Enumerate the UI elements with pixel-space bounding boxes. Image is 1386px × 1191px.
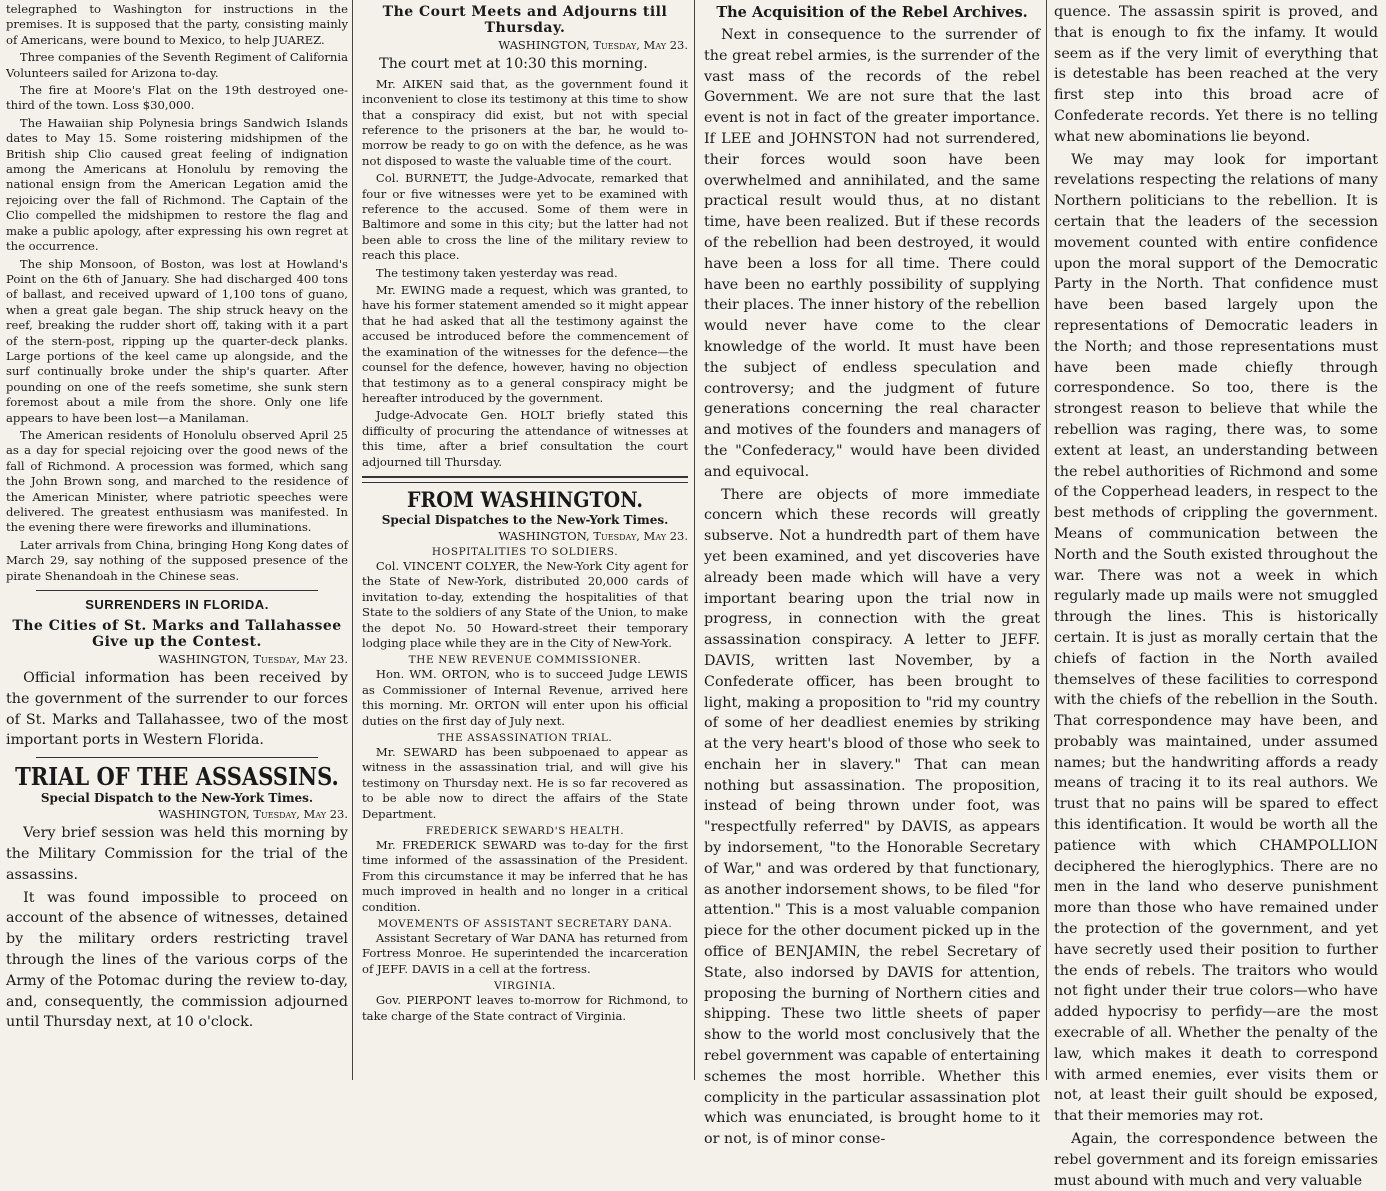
article-paragraph: There are objects of more immediate concern which these records will greatly subserve. Not a hundredth part of them have yet been examined, and yet discoveries have already been made which will have a very important bearing upon the trial now in progress, in connection with the great assassination conspiracy. A letter to JEFF. DAVIS, written last November, by a Confederate officer, has been brought to light, making a proposition to "rid my country of some of her deadliest enemies by striking at the very heart's blood of those who seek to enchain her in slavery." That can mean nothing but assassination. The proposition, instead of being thrown under foot, was "respectfully referred" by DAVIS, as appears by indorsement, "to the Honorable Secretary of War," and was ordered by that functionary, as another indorsement shows, to be filed "for attention." This is a most valuable companion piece for the other document picked up in the office of BENJAMIN, the rebel Secretary of State, also indorsed by DAVIS for attention, proposing the burning of Northern cities and shipping. These two little sheets of paper show to the world most conclusively that the rebel government was capable of entertaining schemes the most horrible. Whether this complicity in the particular assassination plot which was enunciated, is brought home to it or not, is of minor conse- bbox=[704, 486, 1040, 1148]
article-paragraph: Col. BURNETT, the Judge-Advocate, remarked that four or five witnesses were yet to be examined with reference to the accused. Some of them were in Baltimore and some in this city; but the latter had not been able to cross the line of the military review to reach this place. bbox=[362, 171, 688, 263]
headline-court: The Court Meets and Adjourns till Thursday. bbox=[382, 4, 668, 36]
section-subhead: THE ASSASSINATION TRIAL. bbox=[437, 732, 613, 745]
article-paragraph: Three companies of the Seventh Regiment of California Volunteers sailed for Arizona to-day. bbox=[6, 50, 348, 80]
column-rule bbox=[694, 0, 695, 1080]
article-paragraph: We may may look for important revelations respecting the relations of many Northern politicians to the rebellion. It is certain that the leaders of the secession movement counted with entire confidence upon the moral support of the Democratic Party in the North. That confidence must have been based largely upon the representations of Democratic leaders in the North; and those representations must have been made chiefly through correspondence. So too, there is the strongest reason to believe that while the rebellion was raging, there was, to some extent at least, an understanding between the rebel authorities of Richmond and some of the Copperhead leaders, in respect to the best methods of crippling the government. Means of communication between the North and the South existed throughout the war. There was not a week in which regularly made up mails were not smuggled through the lines. This is historically certain. It is just as morally certain that the chiefs of faction in the North availed themselves of these facilities to correspond with the chiefs of the rebellion in the South. That correspondence may have been, and probably was maintained, under assumed names; but the handwriting affords a ready means of tracing it to its real authors. We trust that no pains will be spared to effect this identification. It would be worth all the patience with which CHAMPOLLION deciphered the hieroglyphics. There are no men in the land who deserve punishment more than those who have remained under the protection of the government, and yet have secretly used their position to further the ends of rebels. The traitors who would not fight under their true colors—who have added hypocrisy to perfidy—are the most execrable of all. Whether the penalty of the law, which makes it death to correspond with armed enemies, ever visits them or not, at least their guilt should be exposed, that their memories may rot. bbox=[1054, 151, 1378, 1125]
article-paragraph: It was found impossible to proceed on account of the absence of witnesses, detained by the military orders restricting travel through the lines of the various corps of the Army of the Potomac during the review to-day, and, consequently, the commission adjourned until Thursday next, at 10 o'clock. bbox=[6, 889, 348, 1031]
byline: Special Dispatches to the New-York Times. bbox=[381, 512, 669, 527]
column-4 bbox=[1048, 0, 1386, 1189]
article-paragraph: Very brief session was held this morning by the Military Commission for the trial of the assassins. bbox=[6, 825, 348, 883]
column-2 bbox=[354, 0, 694, 1080]
article-paragraph: The court met at 10:30 this morning. bbox=[379, 56, 648, 72]
separator-rule bbox=[36, 590, 318, 591]
article-paragraph: The fire at Moore's Flat on the 19th destroyed one-third of the town. Loss $30,000. bbox=[6, 83, 348, 113]
article-paragraph: Mr. FREDERICK SEWARD was to-day for the first time informed of the assassination of the President. From this circumstance it may be inferred that he has much improved in health and no longer in a critical condition. bbox=[362, 838, 688, 914]
section-subhead: HOSPITALITIES TO SOLDIERS. bbox=[431, 545, 619, 558]
article-paragraph: Later arrivals from China, bringing Hong Kong dates of March 29, say nothing of the supposed presence of the pirate Shenandoah in the Chinese seas. bbox=[6, 537, 348, 583]
article-paragraph: Gov. PIERPONT leaves to-morrow for Richmond, to take charge of the State contract of Virginia. bbox=[362, 993, 688, 1023]
article-paragraph: Next in consequence to the surrender of the great rebel armies, is the surrender of the vast mass of the records of the rebel Government. We are not sure that the last event is not in fact of the greater importance. If LEE and JOHNSTON had not surrendered, their forces would soon have been overwhelmed and annihilated, and the same practical result would thus, at no distant time, have been realized. But if these records of the rebellion had been destroyed, it would have been a loss for all time. There could have been no earthly possibility of supplying their places. The inner history of the rebellion would never have come to the clear knowledge of the world. It must have been the subject of endless speculation and controversy; and the judgment of future generations concerning the real character and motives of the founders and managers of the "Confederacy," would have been divided and equivocal. bbox=[704, 27, 1040, 480]
article-paragraph: Assistant Secretary of War DANA has returned from Fortress Monroe. He superintended the incarceration of JEFF. DAVIS in a cell at the fortress. bbox=[362, 931, 688, 976]
column-rule bbox=[1046, 0, 1047, 1080]
subheadline-florida: The Cities of St. Marks and Tallahassee Give up the Contest. bbox=[12, 618, 342, 651]
article-paragraph: The testimony taken yesterday was read. bbox=[375, 265, 618, 280]
article-paragraph: Official information has been received by the government of the surrender to our forces of St. Marks and Tallahassee, two of the most important ports in Western Florida. bbox=[6, 670, 348, 749]
section-subhead: VIRGINIA. bbox=[494, 980, 556, 993]
dateline: WASHINGTON, Tuesday, May 23. bbox=[158, 807, 348, 822]
article-paragraph: Mr. SEWARD has been subpoenaed to appear as witness in the assassination trial, and will give his testimony on Thursday next. He is so far recovered as to be able now to direct the affairs of the State Department. bbox=[362, 745, 688, 821]
dateline: WASHINGTON, Tuesday, May 23. bbox=[158, 652, 348, 667]
article-paragraph: Judge-Advocate Gen. HOLT briefly stated this difficulty of procuring the attendance of witnesses at this time, after a brief consultation the court adjourned till Thursday. bbox=[362, 408, 688, 469]
dateline: WASHINGTON, Tuesday, May 23. bbox=[498, 528, 688, 543]
column-3 bbox=[696, 0, 1046, 1148]
headline-trial: TRIAL OF THE ASSASSINS. bbox=[15, 762, 339, 792]
article-paragraph: telegraphed to Washington for instructions in the premises. It is supposed that the party, consisting mainly of Americans, were bound to Mexico, to help JUAREZ. bbox=[6, 2, 348, 47]
section-subhead: MOVEMENTS OF ASSISTANT SECRETARY DANA. bbox=[377, 918, 673, 931]
article-paragraph: Mr. EWING made a request, which was granted, to have his former statement amended so it might appear that he had asked that all the testimony against the accused be introduced before the commencement of the examination of the witnesses for the defence—the counsel for the defence, however, having no objection that testimony as to a general conspiracy might be hereafter introduced by the government. bbox=[362, 283, 688, 405]
article-paragraph: Again, the correspondence between the rebel government and its foreign emissaries must abound with much and very valuable bbox=[1054, 1131, 1378, 1189]
article-paragraph: Mr. AIKEN said that, as the government found it inconvenient to close its testimony at this time to show that a conspiracy did exist, but not with special reference to the prisoners at the bar, he would to-morrow be ready to go on with the defence, as he was not disposed to waste the valuable time of the court. bbox=[362, 76, 688, 168]
separator-rule bbox=[362, 476, 688, 483]
separator-rule bbox=[36, 757, 318, 758]
article-paragraph: The ship Monsoon, of Boston, was lost at Howland's Point on the 6th of January. She had discharged 400 tons of ballast, and received upward of 1,100 tons of guano, when a great gale began. The ship struck heavy on the reef, breaking the rudder short off, taking with it a part of the stern-post, ripping up the quarter-deck planks. Large portions of the keel came up alongside, and the surf continually broke under the ship's quarter. After pounding on one of the reefs sometime, she sunk stern foremost about a mile from the shore. Only one life appears to have been lost—a Manilaman. bbox=[6, 256, 348, 425]
article-paragraph: Col. VINCENT COLYER, the New-York City agent for the State of New-York, distributed 20,000 cards of invitation to-day, extending the hospitalities of that State to the soldiers of any State of the Union, to make the depot No. 50 Howard-street their temporary lodging place while they are in the City of New-York. bbox=[362, 558, 688, 650]
dateline: WASHINGTON, Tuesday, May 23. bbox=[498, 38, 688, 52]
article-paragraph: The American residents of Honolulu observed April 25 as a day for special rejoicing over the good news of the fall of Richmond. A procession was formed, which sang the John Brown song, and marched to the residence of the American Minister, where patriotic speeches were delivered. The greatest enthusiasm was manifested. In the evening there were fireworks and illuminations. bbox=[6, 427, 348, 535]
headline-washington: FROM WASHINGTON. bbox=[407, 487, 643, 513]
editorial-title: The Acquisition of the Rebel Archives. bbox=[716, 4, 1028, 21]
column-rule bbox=[352, 0, 353, 1080]
byline: Special Dispatch to the New-York Times. bbox=[40, 791, 314, 806]
article-paragraph: Hon. WM. ORTON, who is to succeed Judge LEWIS as Commissioner of Internal Revenue, arrived here this morning. Mr. ORTON will enter upon his official duties on the first day of July next. bbox=[362, 667, 688, 728]
section-subhead: THE NEW REVENUE COMMISSIONER. bbox=[408, 654, 642, 667]
headline-florida: SURRENDERS IN FLORIDA. bbox=[85, 597, 269, 613]
article-paragraph: quence. The assassin spirit is proved, and that is enough to fix the infamy. It would seem as if the very limit of everything that is detestable has been reached at the very first step into this broad acre of Confederate records. Yet there is no telling what new abominations lie beyond. bbox=[1054, 4, 1378, 145]
article-paragraph: The Hawaiian ship Polynesia brings Sandwich Islands dates to May 15. Some roistering midshipmen of the British ship Clio caused great feeling of indignation among the Americans at Honolulu by removing the national ensign from the American Legation amid the rejoicing over the fall of Richmond. The Captain of the Clio compelled the midshipmen to restore the flag and make a public apology, after expressing his own regret at the occurrence. bbox=[6, 115, 348, 254]
section-subhead: FREDERICK SEWARD'S HEALTH. bbox=[425, 825, 625, 838]
column-1 bbox=[0, 0, 352, 1080]
